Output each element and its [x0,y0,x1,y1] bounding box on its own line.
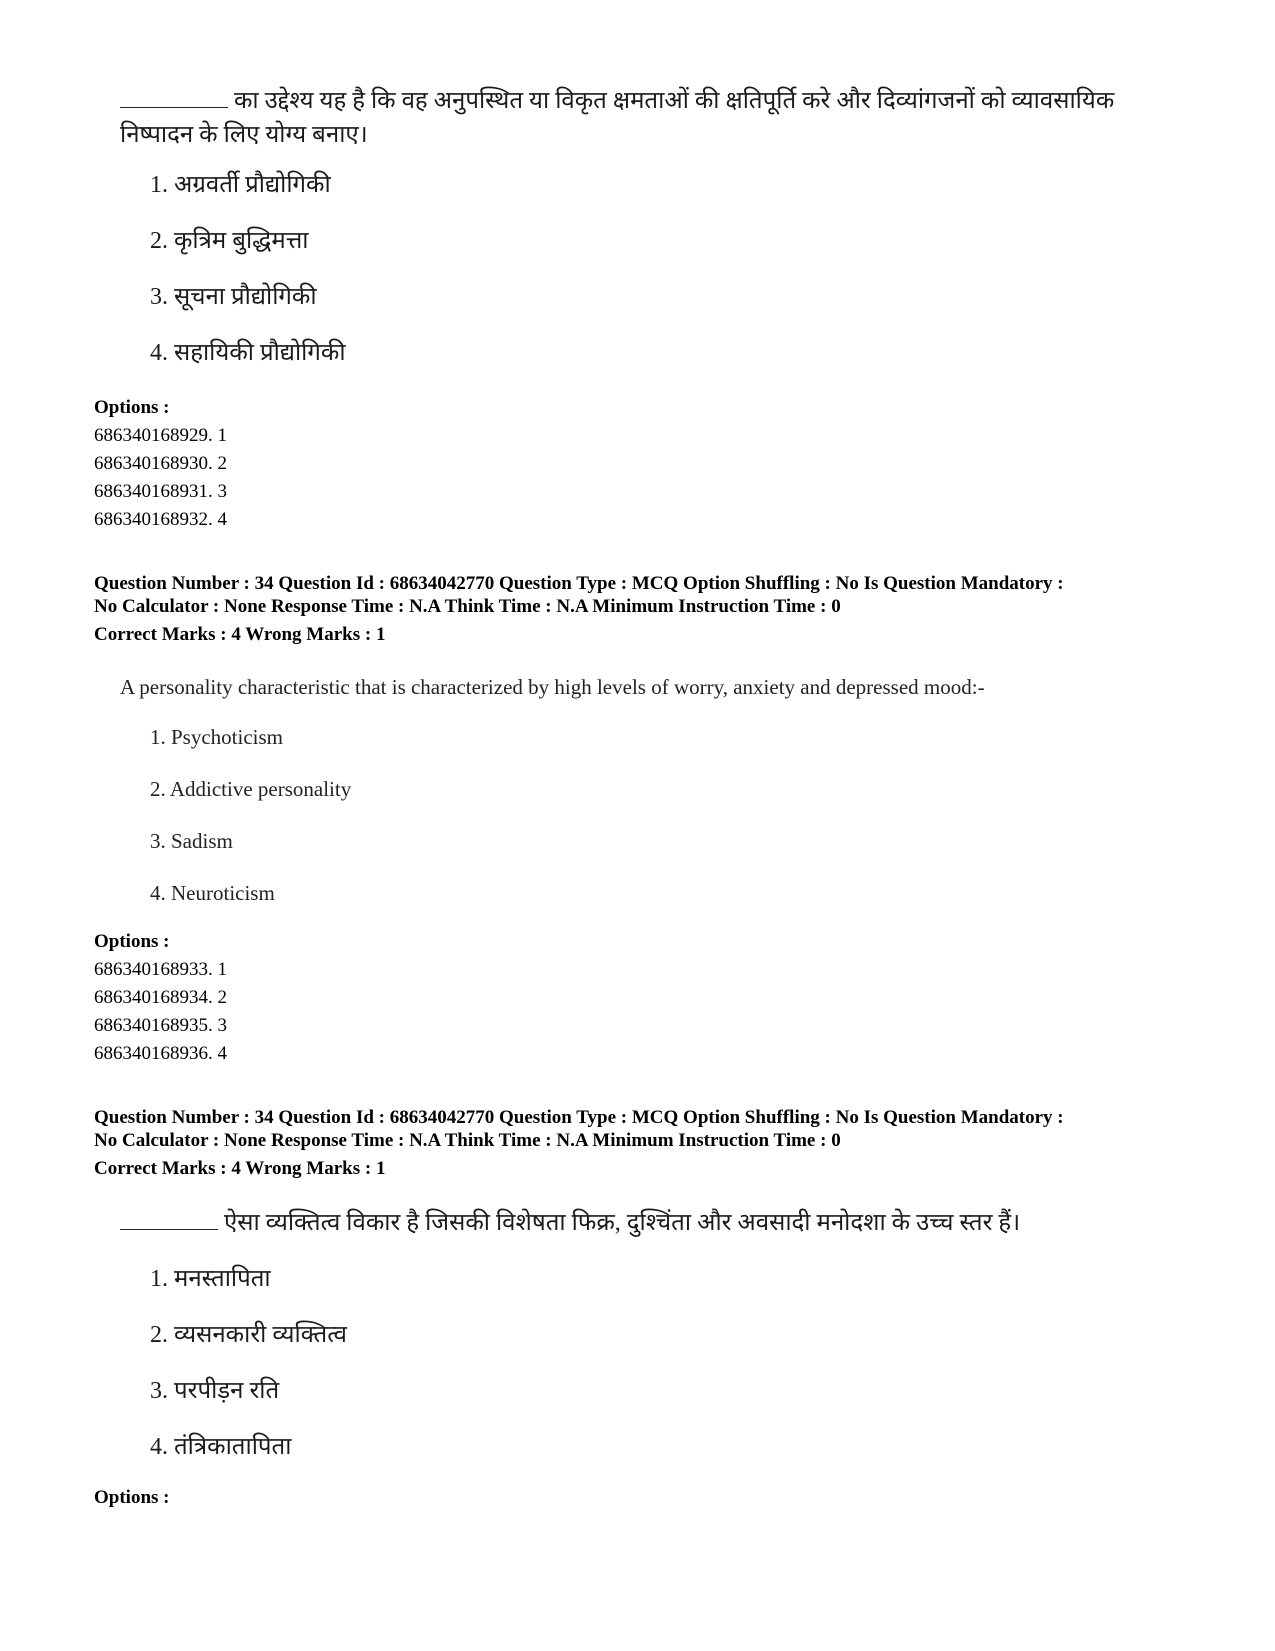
question-text: ऐसा व्यक्तित्व विकार है जिसकी विशेषता फिक्र, दुश्चिंता और अवसादी मनोदशा के उच्च स्तर हैं। [120,1206,1190,1240]
option-id: 686340168930. 2 [94,453,227,474]
choice-2: 2. कृत्रिम बुद्धिमत्ता [150,228,309,254]
options-label: Options : [94,931,170,952]
question-text: का उद्देश्य यह है कि वह अनुपस्थित या विकृत क्षमताओं की क्षतिपूर्ति करे और दिव्यांगजनों को व्यावसायिक निष्पादन के लिए योग्य बनाए। [120,84,1190,152]
options-label: Options : [94,397,170,418]
fill-in-blank [120,85,228,108]
question-meta-line-1: Question Number : 34 Question Id : 68634042770 Question Type : MCQ Option Shuffling : No Is Question Mandatory : [94,573,1064,594]
option-id: 686340168935. 3 [94,1015,227,1036]
option-id: 686340168936. 4 [94,1043,227,1064]
choice-3: 3. सूचना प्रौद्योगिकी [150,284,317,310]
choice-2: 2. व्यसनकारी व्यक्तित्व [150,1322,347,1348]
choice-1: 1. अग्रवर्ती प्रौद्योगिकी [150,172,331,198]
option-id: 686340168932. 4 [94,509,227,530]
choice-1: 1. Psychoticism [150,725,284,749]
option-id: 686340168931. 3 [94,481,227,502]
option-id: 686340168929. 1 [94,425,227,446]
choice-4: 4. सहायिकी प्रौद्योगिकी [150,340,346,366]
choice-1: 1. मनस्तापिता [150,1266,271,1292]
question-meta-line-2: No Calculator : None Response Time : N.A Think Time : N.A Minimum Instruction Time : 0 [94,1130,841,1151]
fill-in-blank [120,1207,218,1230]
option-id: 686340168933. 1 [94,959,227,980]
choice-2: 2. Addictive personality [150,777,352,801]
question-marks: Correct Marks : 4 Wrong Marks : 1 [94,1158,386,1179]
question-text: A personality characteristic that is characterized by high levels of worry, anxiety and depressed mood:- [120,675,985,699]
question-marks: Correct Marks : 4 Wrong Marks : 1 [94,624,386,645]
choice-3: 3. Sadism [150,829,233,853]
choice-3: 3. परपीड़न रति [150,1378,280,1404]
choice-4: 4. Neuroticism [150,881,275,905]
option-id: 686340168934. 2 [94,987,227,1008]
question-meta-line-1: Question Number : 34 Question Id : 68634042770 Question Type : MCQ Option Shuffling : No Is Question Mandatory : [94,1107,1064,1128]
choice-4: 4. तंत्रिकातापिता [150,1434,292,1460]
question-meta-line-2: No Calculator : None Response Time : N.A Think Time : N.A Minimum Instruction Time : 0 [94,596,841,617]
options-label: Options : [94,1487,170,1508]
